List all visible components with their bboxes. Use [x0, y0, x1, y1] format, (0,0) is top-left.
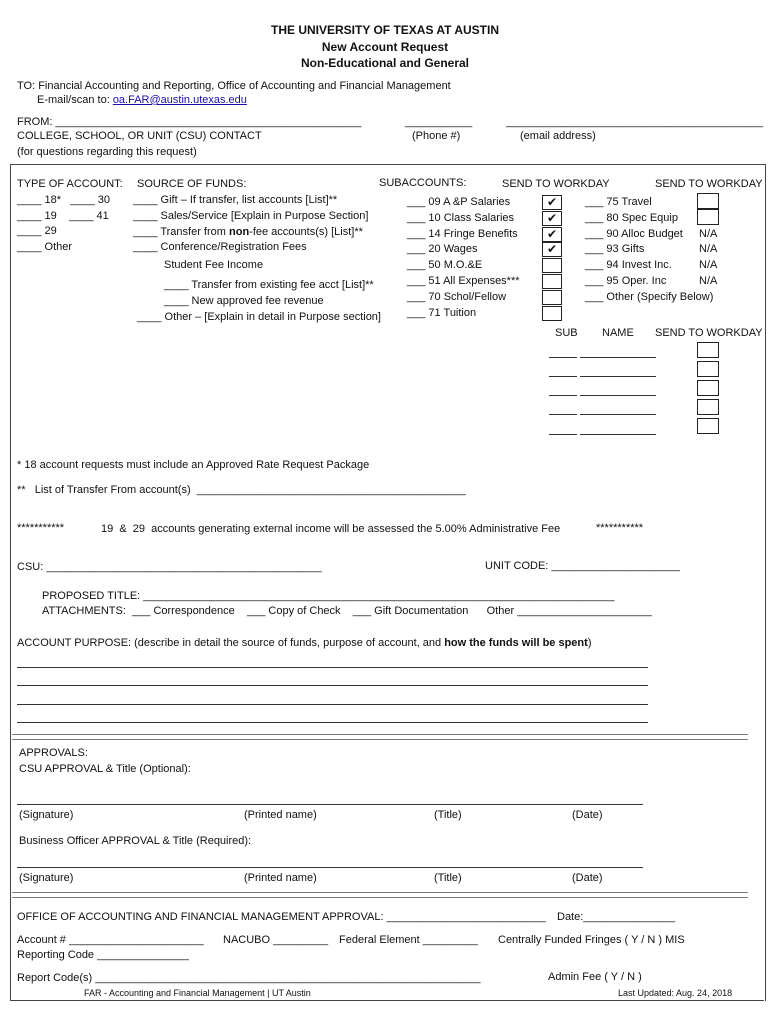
send-to-workday-checkbox[interactable]	[542, 290, 562, 305]
note-transfer[interactable]: ** List of Transfer From account(s) ____________________________________________	[17, 484, 466, 496]
send-workday-left: SEND TO WORKDAY	[502, 178, 610, 190]
printed-name-caption: (Printed name)	[244, 809, 317, 821]
student-fee-label: Student Fee Income	[164, 259, 264, 271]
note-18: * 18 account requests must include an Approved Rate Request Package	[17, 459, 370, 471]
custom-send-checkbox[interactable]	[697, 399, 719, 415]
oafm-date[interactable]: Date:_______________	[557, 911, 676, 923]
date-caption: (Date)	[572, 872, 603, 884]
admin-fee-field[interactable]: Admin Fee ( Y / N )	[548, 971, 642, 983]
unit-code-field[interactable]: UNIT CODE: _____________________	[485, 560, 680, 572]
purpose-line[interactable]	[17, 722, 648, 723]
source-existing-fee[interactable]: ____ Transfer from existing fee acct [List]**	[164, 279, 374, 291]
form-subtitle: Non-Educational and General	[300, 56, 470, 70]
subaccount-left-label[interactable]: ___ 20 Wages	[407, 243, 478, 255]
custom-name-field[interactable]	[580, 376, 656, 377]
not-applicable-label: N/A	[699, 243, 718, 255]
send-to-workday-checkbox[interactable]	[542, 306, 562, 321]
purpose-pre: ACCOUNT PURPOSE: (describe in detail the source of funds, purpose of account, and	[17, 637, 445, 649]
university-name: THE UNIVERSITY OF TEXAS AT AUSTIN	[270, 23, 500, 37]
purpose-label	[17, 638, 591, 649]
federal-element-field[interactable]: Federal Element _________	[339, 934, 478, 946]
source-other[interactable]: ____ Other – [Explain in detail in Purpose section]	[137, 311, 381, 323]
source-sales[interactable]: ____ Sales/Service [Explain in Purpose Section]	[133, 210, 369, 222]
custom-send-checkbox[interactable]	[697, 380, 719, 396]
report-codes-field[interactable]: Report Code(s) _______________________________________________________________	[17, 972, 481, 984]
send-to-workday-checkbox[interactable]	[697, 209, 719, 225]
purpose-line[interactable]	[17, 704, 648, 705]
email-line	[37, 95, 247, 106]
subaccount-right-label[interactable]: ___ 94 Invest Inc.	[585, 259, 672, 271]
contact-label: COLLEGE, SCHOOL, OR UNIT (CSU) CONTACT	[17, 130, 262, 142]
custom-sub-field[interactable]	[549, 414, 577, 415]
phone-label: (Phone #)	[412, 130, 461, 142]
subaccount-right-label[interactable]: ___ 95 Oper. Inc	[585, 275, 667, 287]
subaccount-left-label[interactable]: ___ 09 A &P Salaries	[407, 196, 511, 208]
send-workday-sub: SEND TO WORKDAY	[655, 327, 763, 339]
phone-field[interactable]: ___________	[405, 116, 473, 128]
subaccount-right-label[interactable]: ___ 75 Travel	[585, 196, 652, 208]
transfer-post: -fee accounts(s) [List]**	[249, 226, 363, 238]
admin-stars-right: ***********	[596, 522, 644, 534]
fringes-field[interactable]: Centrally Funded Fringes ( Y / N ) MIS	[498, 934, 685, 946]
reporting-code-field[interactable]: Reporting Code _______________	[17, 949, 189, 961]
type-row[interactable]: ____ 19 ____ 41	[17, 210, 109, 222]
send-to-workday-checkbox[interactable]: ✔	[542, 242, 562, 257]
subaccounts-heading: SUBACCOUNTS:	[379, 177, 467, 189]
title-caption: (Title)	[434, 872, 462, 884]
csu-field[interactable]: CSU: _____________________________________________	[17, 561, 322, 573]
email-prefix: E-mail/scan to:	[37, 94, 113, 106]
send-to-workday-checkbox[interactable]	[542, 274, 562, 289]
custom-send-checkbox[interactable]	[697, 361, 719, 377]
custom-name-field[interactable]	[580, 395, 656, 396]
form-frame-bottom	[10, 1000, 764, 1001]
subaccount-left-label[interactable]: ___ 10 Class Salaries	[407, 212, 515, 224]
custom-send-checkbox[interactable]	[697, 418, 719, 434]
subaccount-right-label[interactable]: ___ 90 Alloc Budget	[585, 228, 683, 240]
purpose-line[interactable]	[17, 667, 648, 668]
send-to-workday-checkbox[interactable]: ✔	[542, 195, 562, 210]
subaccount-right-label[interactable]: ___ 93 Gifts	[585, 243, 645, 255]
admin-fee-note: 19 & 29 accounts generating external income will be assessed the 5.00% Administrative Fee	[101, 523, 561, 535]
approvals-heading: APPROVALS:	[19, 747, 88, 759]
csu-approval-label: CSU APPROVAL & Title (Optional):	[19, 763, 191, 775]
not-applicable-label: N/A	[699, 275, 718, 287]
csu-signature-line[interactable]	[17, 804, 643, 805]
purpose-post: )	[587, 637, 592, 649]
type-row[interactable]: ____ 18* ____ 30	[17, 194, 110, 206]
attachments-row[interactable]: ATTACHMENTS: ___ Correspondence ___ Copy of Check ___ Gift Documentation Other ______________________	[42, 605, 652, 617]
source-new-fee[interactable]: ____ New approved fee revenue	[164, 295, 324, 307]
type-row[interactable]: ____ Other	[17, 241, 73, 253]
subaccount-right-label[interactable]: ___ Other (Specify Below)	[585, 291, 714, 303]
footer-right: Last Updated: Aug. 24, 2018	[618, 988, 733, 998]
footer-left: FAR - Accounting and Financial Management | UT Austin	[84, 988, 311, 998]
custom-send-checkbox[interactable]	[697, 342, 719, 358]
not-applicable-label: N/A	[699, 228, 718, 240]
send-to-workday-checkbox[interactable]	[542, 258, 562, 273]
purpose-bold: how the funds will be spent	[444, 637, 588, 649]
type-heading: TYPE OF ACCOUNT:	[17, 178, 123, 190]
custom-sub-field[interactable]	[549, 434, 577, 435]
source-heading: SOURCE OF FUNDS:	[137, 178, 247, 190]
account-number-field[interactable]: Account # ______________________	[17, 934, 204, 946]
sub-label: SUB	[555, 327, 578, 339]
type-row[interactable]: ____ 29	[17, 225, 57, 237]
transfer-non: non	[229, 226, 250, 238]
nacubo-field[interactable]: NACUBO _________	[223, 934, 329, 946]
source-conference[interactable]: ____ Conference/Registration Fees	[133, 241, 307, 253]
not-applicable-label: N/A	[699, 259, 718, 271]
section-divider	[12, 892, 748, 898]
bo-approval-label: Business Officer APPROVAL & Title (Required):	[19, 835, 252, 847]
signature-caption: (Signature)	[19, 872, 74, 884]
source-transfer[interactable]	[133, 227, 363, 238]
signature-caption: (Signature)	[19, 809, 74, 821]
transfer-pre: ____ Transfer from	[133, 226, 229, 238]
send-workday-right: SEND TO WORKDAY	[655, 178, 763, 190]
email-field[interactable]: __________________________________________	[506, 116, 763, 128]
form-title: New Account Request	[321, 40, 449, 54]
title-caption: (Title)	[434, 809, 462, 821]
send-to-workday-checkbox[interactable]	[697, 193, 719, 209]
subaccount-right-label[interactable]: ___ 80 Spec Equip	[585, 212, 678, 224]
from-field[interactable]: FROM: __________________________________________________	[17, 116, 362, 128]
name-label: NAME	[602, 327, 634, 339]
subaccount-left-label[interactable]: ___ 14 Fringe Benefits	[407, 228, 518, 240]
custom-sub-field[interactable]	[549, 376, 577, 377]
send-to-workday-checkbox[interactable]: ✔	[542, 227, 562, 242]
custom-sub-field[interactable]	[549, 395, 577, 396]
subaccount-left-label[interactable]: ___ 51 All Expenses***	[407, 275, 520, 287]
email-link[interactable]: oa.FAR@austin.utexas.edu	[112, 94, 247, 106]
printed-name-caption: (Printed name)	[244, 872, 317, 884]
custom-sub-field[interactable]	[549, 357, 577, 358]
email-label: (email address)	[520, 130, 596, 142]
oafm-approval[interactable]: OFFICE OF ACCOUNTING AND FINANCIAL MANAGEMENT APPROVAL: __________________________	[17, 911, 546, 923]
admin-stars-left: ***********	[17, 522, 65, 534]
form-frame	[10, 164, 766, 1001]
date-caption: (Date)	[572, 809, 603, 821]
section-divider	[12, 734, 748, 740]
custom-name-field[interactable]	[580, 434, 656, 435]
subaccount-left-label[interactable]: ___ 50 M.O.&E	[407, 259, 483, 271]
send-to-workday-checkbox[interactable]: ✔	[542, 211, 562, 226]
subaccount-left-label[interactable]: ___ 70 Schol/Fellow	[407, 291, 507, 303]
contact-note: (for questions regarding this request)	[17, 146, 197, 158]
purpose-line[interactable]	[17, 685, 648, 686]
bo-signature-line[interactable]	[17, 867, 643, 868]
custom-name-field[interactable]	[580, 357, 656, 358]
custom-name-field[interactable]	[580, 414, 656, 415]
proposed-title-field[interactable]: PROPOSED TITLE: _____________________________________________________________________________	[42, 590, 615, 602]
to-line: TO: Financial Accounting and Reporting, Office of Accounting and Financial Management	[17, 80, 451, 92]
source-gift[interactable]: ____ Gift – If transfer, list accounts [List]**	[133, 194, 338, 206]
subaccount-left-label[interactable]: ___ 71 Tuition	[407, 307, 477, 319]
